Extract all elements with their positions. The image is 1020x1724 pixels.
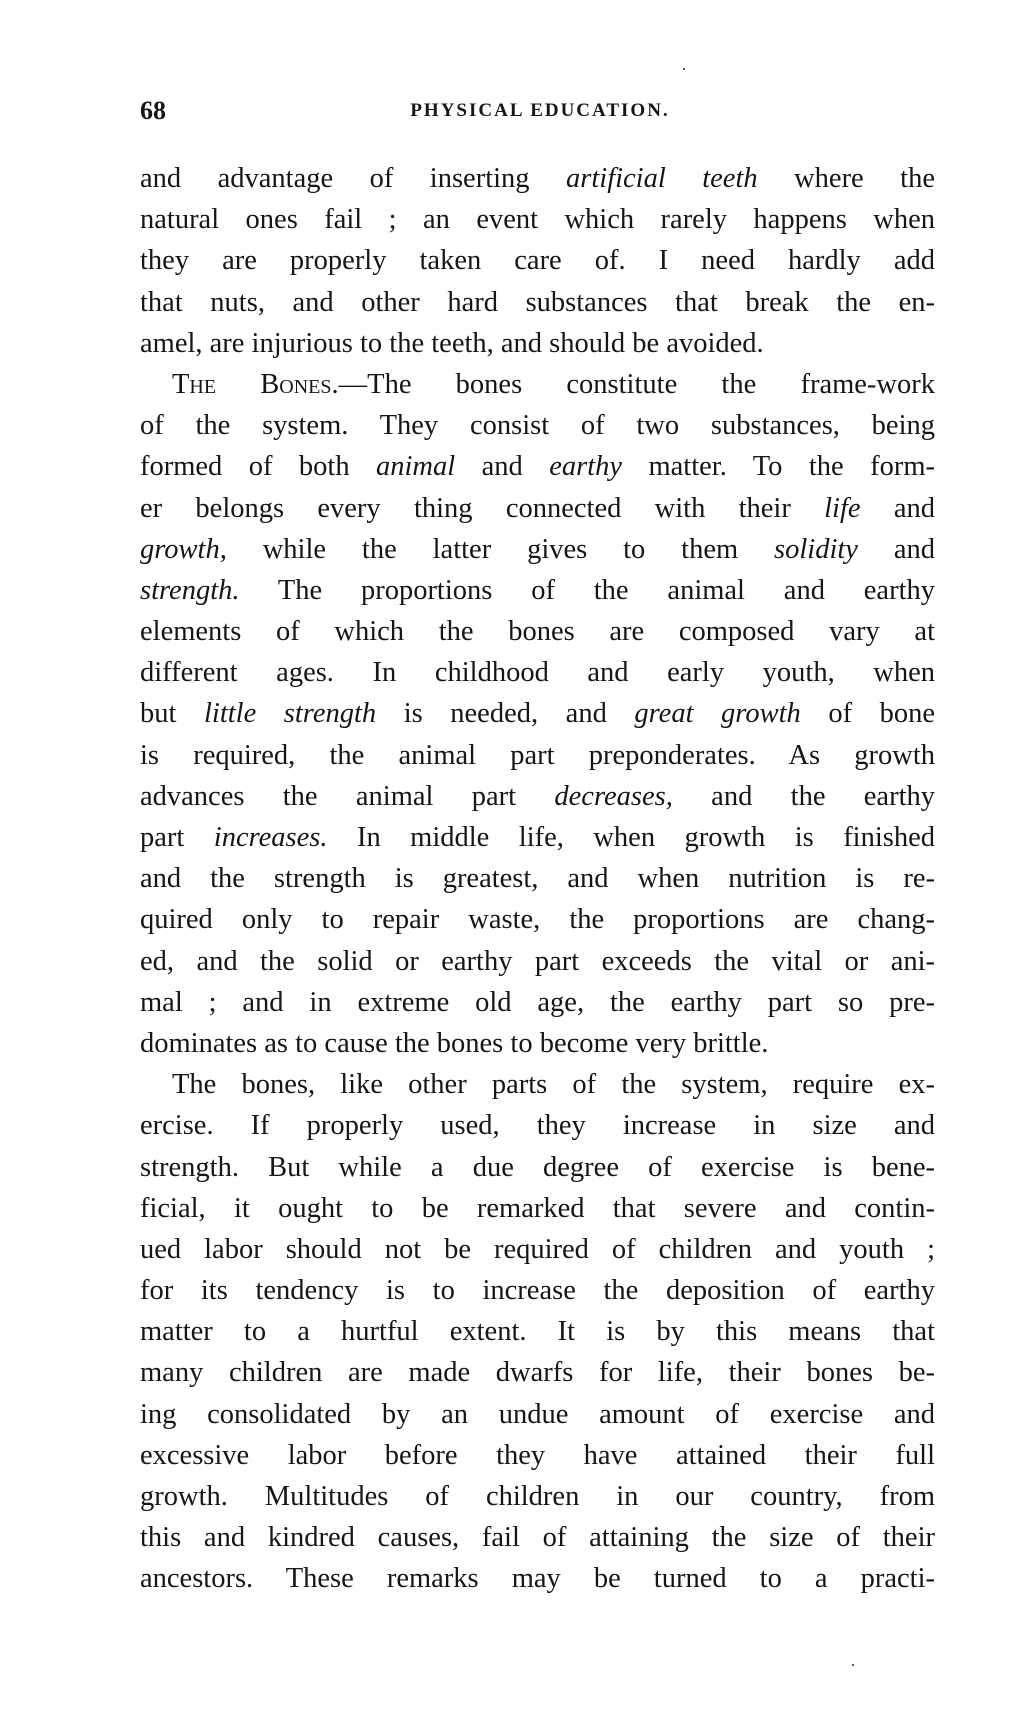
text-run: ercise. If properly used, they increase in size and <box>140 1110 935 1142</box>
text-run: ed, and the solid or earthy part exceeds the vital or ani- <box>140 945 935 977</box>
text-line <box>140 1105 935 1146</box>
text-line <box>140 1188 935 1229</box>
text-run: matter to a hurtful extent. It is by this means that <box>140 1316 935 1348</box>
text-line <box>140 1229 935 1270</box>
text-run: amel, are injurious to the teeth, and should be avoided. <box>140 327 764 359</box>
text-run: quired only to repair waste, the proportions are chang- <box>140 904 935 936</box>
text-run: and the strength is greatest, and when nutrition is re- <box>140 863 935 895</box>
text-run: while the latter gives to them <box>226 533 775 565</box>
text-run: formed of both <box>140 451 377 483</box>
text-line <box>140 199 935 240</box>
text-run: is required, the animal part preponderates. As growth <box>140 739 935 771</box>
text-run: —The bones constitute the frame-work <box>338 368 935 400</box>
text-run: mal ; and in extreme old age, the earthy part so pre- <box>140 986 935 1018</box>
text-run: but <box>140 698 204 730</box>
italic-text: artificial teeth <box>566 163 758 194</box>
text-run: advances the animal part <box>140 780 555 812</box>
italic-text: little strength <box>203 698 377 730</box>
text-run: of the system. They consist of two substances, being <box>140 410 935 442</box>
text-line <box>140 982 935 1023</box>
running-head: PHYSICAL EDUCATION. <box>410 100 670 121</box>
text-line <box>140 158 935 199</box>
text-line <box>140 817 935 858</box>
text-line <box>140 446 935 487</box>
text-run: many children are made dwarfs for life, their bones be- <box>140 1357 935 1389</box>
italic-text: great growth <box>634 698 801 730</box>
text-run: matter. To the form- <box>622 451 935 483</box>
body-text <box>140 158 935 1600</box>
text-run: growth. Multitudes of children in our country, from <box>140 1481 935 1512</box>
text-run: strength. But while a due degree of exercise is bene- <box>140 1151 935 1183</box>
text-line <box>140 1517 935 1558</box>
text-run: part <box>140 822 214 853</box>
text-run: ing consolidated by an undue amount of exercise and <box>140 1398 935 1430</box>
text-line <box>140 776 935 817</box>
text-line <box>140 1064 935 1105</box>
text-line <box>140 1147 935 1188</box>
text-line <box>140 323 935 364</box>
text-line <box>140 570 935 611</box>
italic-text: solidity <box>774 533 858 565</box>
text-run: and <box>860 492 935 524</box>
text-run: they are properly taken care of. I need hardly add <box>140 245 935 277</box>
italic-text: decreases, <box>554 780 673 812</box>
italic-text: increases. <box>213 822 328 853</box>
text-line <box>140 405 935 446</box>
text-line <box>140 1270 935 1311</box>
text-run: and <box>455 451 550 483</box>
text-line <box>140 1023 935 1064</box>
text-run: this and kindred causes, fail of attaining the size of their <box>140 1522 935 1554</box>
text-run: where the <box>757 163 935 194</box>
text-line <box>140 899 935 940</box>
text-line <box>140 1476 935 1517</box>
text-line <box>140 1435 935 1476</box>
text-run: and the earthy <box>672 780 935 812</box>
text-run: The proportions of the animal and earthy <box>239 574 935 606</box>
text-line <box>140 364 935 405</box>
text-run: ficial, it ought to be remarked that severe and contin- <box>140 1192 935 1224</box>
text-run: of bone <box>800 698 936 730</box>
text-run: and <box>857 533 935 565</box>
italic-text: life <box>824 492 861 524</box>
italic-text: growth, <box>140 533 227 565</box>
text-run: The bones, like other parts of the system, require ex- <box>172 1069 935 1101</box>
text-line <box>140 1352 935 1393</box>
text-line <box>140 611 935 652</box>
text-line <box>140 652 935 693</box>
page-number: 68 <box>140 96 166 125</box>
text-line <box>140 1311 935 1352</box>
section-heading: The Bones. <box>172 368 339 400</box>
text-line <box>140 1558 935 1599</box>
italic-text: earthy <box>549 451 623 483</box>
text-line <box>140 1394 935 1435</box>
text-run: In middle life, when growth is finished <box>327 822 936 853</box>
text-line <box>140 941 935 982</box>
text-line <box>140 693 935 734</box>
italic-text: strength. <box>140 574 240 606</box>
text-run: ued labor should not be required of children and youth ; <box>140 1233 935 1265</box>
text-run: excessive labor before they have attained their full <box>140 1439 935 1471</box>
print-speck <box>683 68 685 70</box>
page-header <box>140 96 940 136</box>
text-line <box>140 240 935 281</box>
text-line <box>140 488 935 529</box>
text-run: er belongs every thing connected with their <box>140 492 825 524</box>
text-run: that nuts, and other hard substances that break the en- <box>140 286 935 318</box>
text-line <box>140 282 935 323</box>
text-run: for its tendency is to increase the deposition of earthy <box>140 1275 935 1307</box>
text-run: is needed, and <box>376 698 635 730</box>
text-run: natural ones fail ; an event which rarely happens when <box>140 204 935 236</box>
text-run: and advantage of inserting <box>140 163 567 194</box>
print-speck <box>852 1664 854 1666</box>
text-run: dominates as to cause the bones to become very brittle. <box>140 1027 769 1059</box>
text-run: elements of which the bones are composed vary at <box>140 616 935 648</box>
text-line <box>140 858 935 899</box>
text-run: ancestors. These remarks may be turned to a practi- <box>140 1563 935 1595</box>
text-line <box>140 735 935 776</box>
text-run: different ages. In childhood and early youth, when <box>140 657 935 689</box>
italic-text: animal <box>376 451 456 483</box>
text-line <box>140 529 935 570</box>
